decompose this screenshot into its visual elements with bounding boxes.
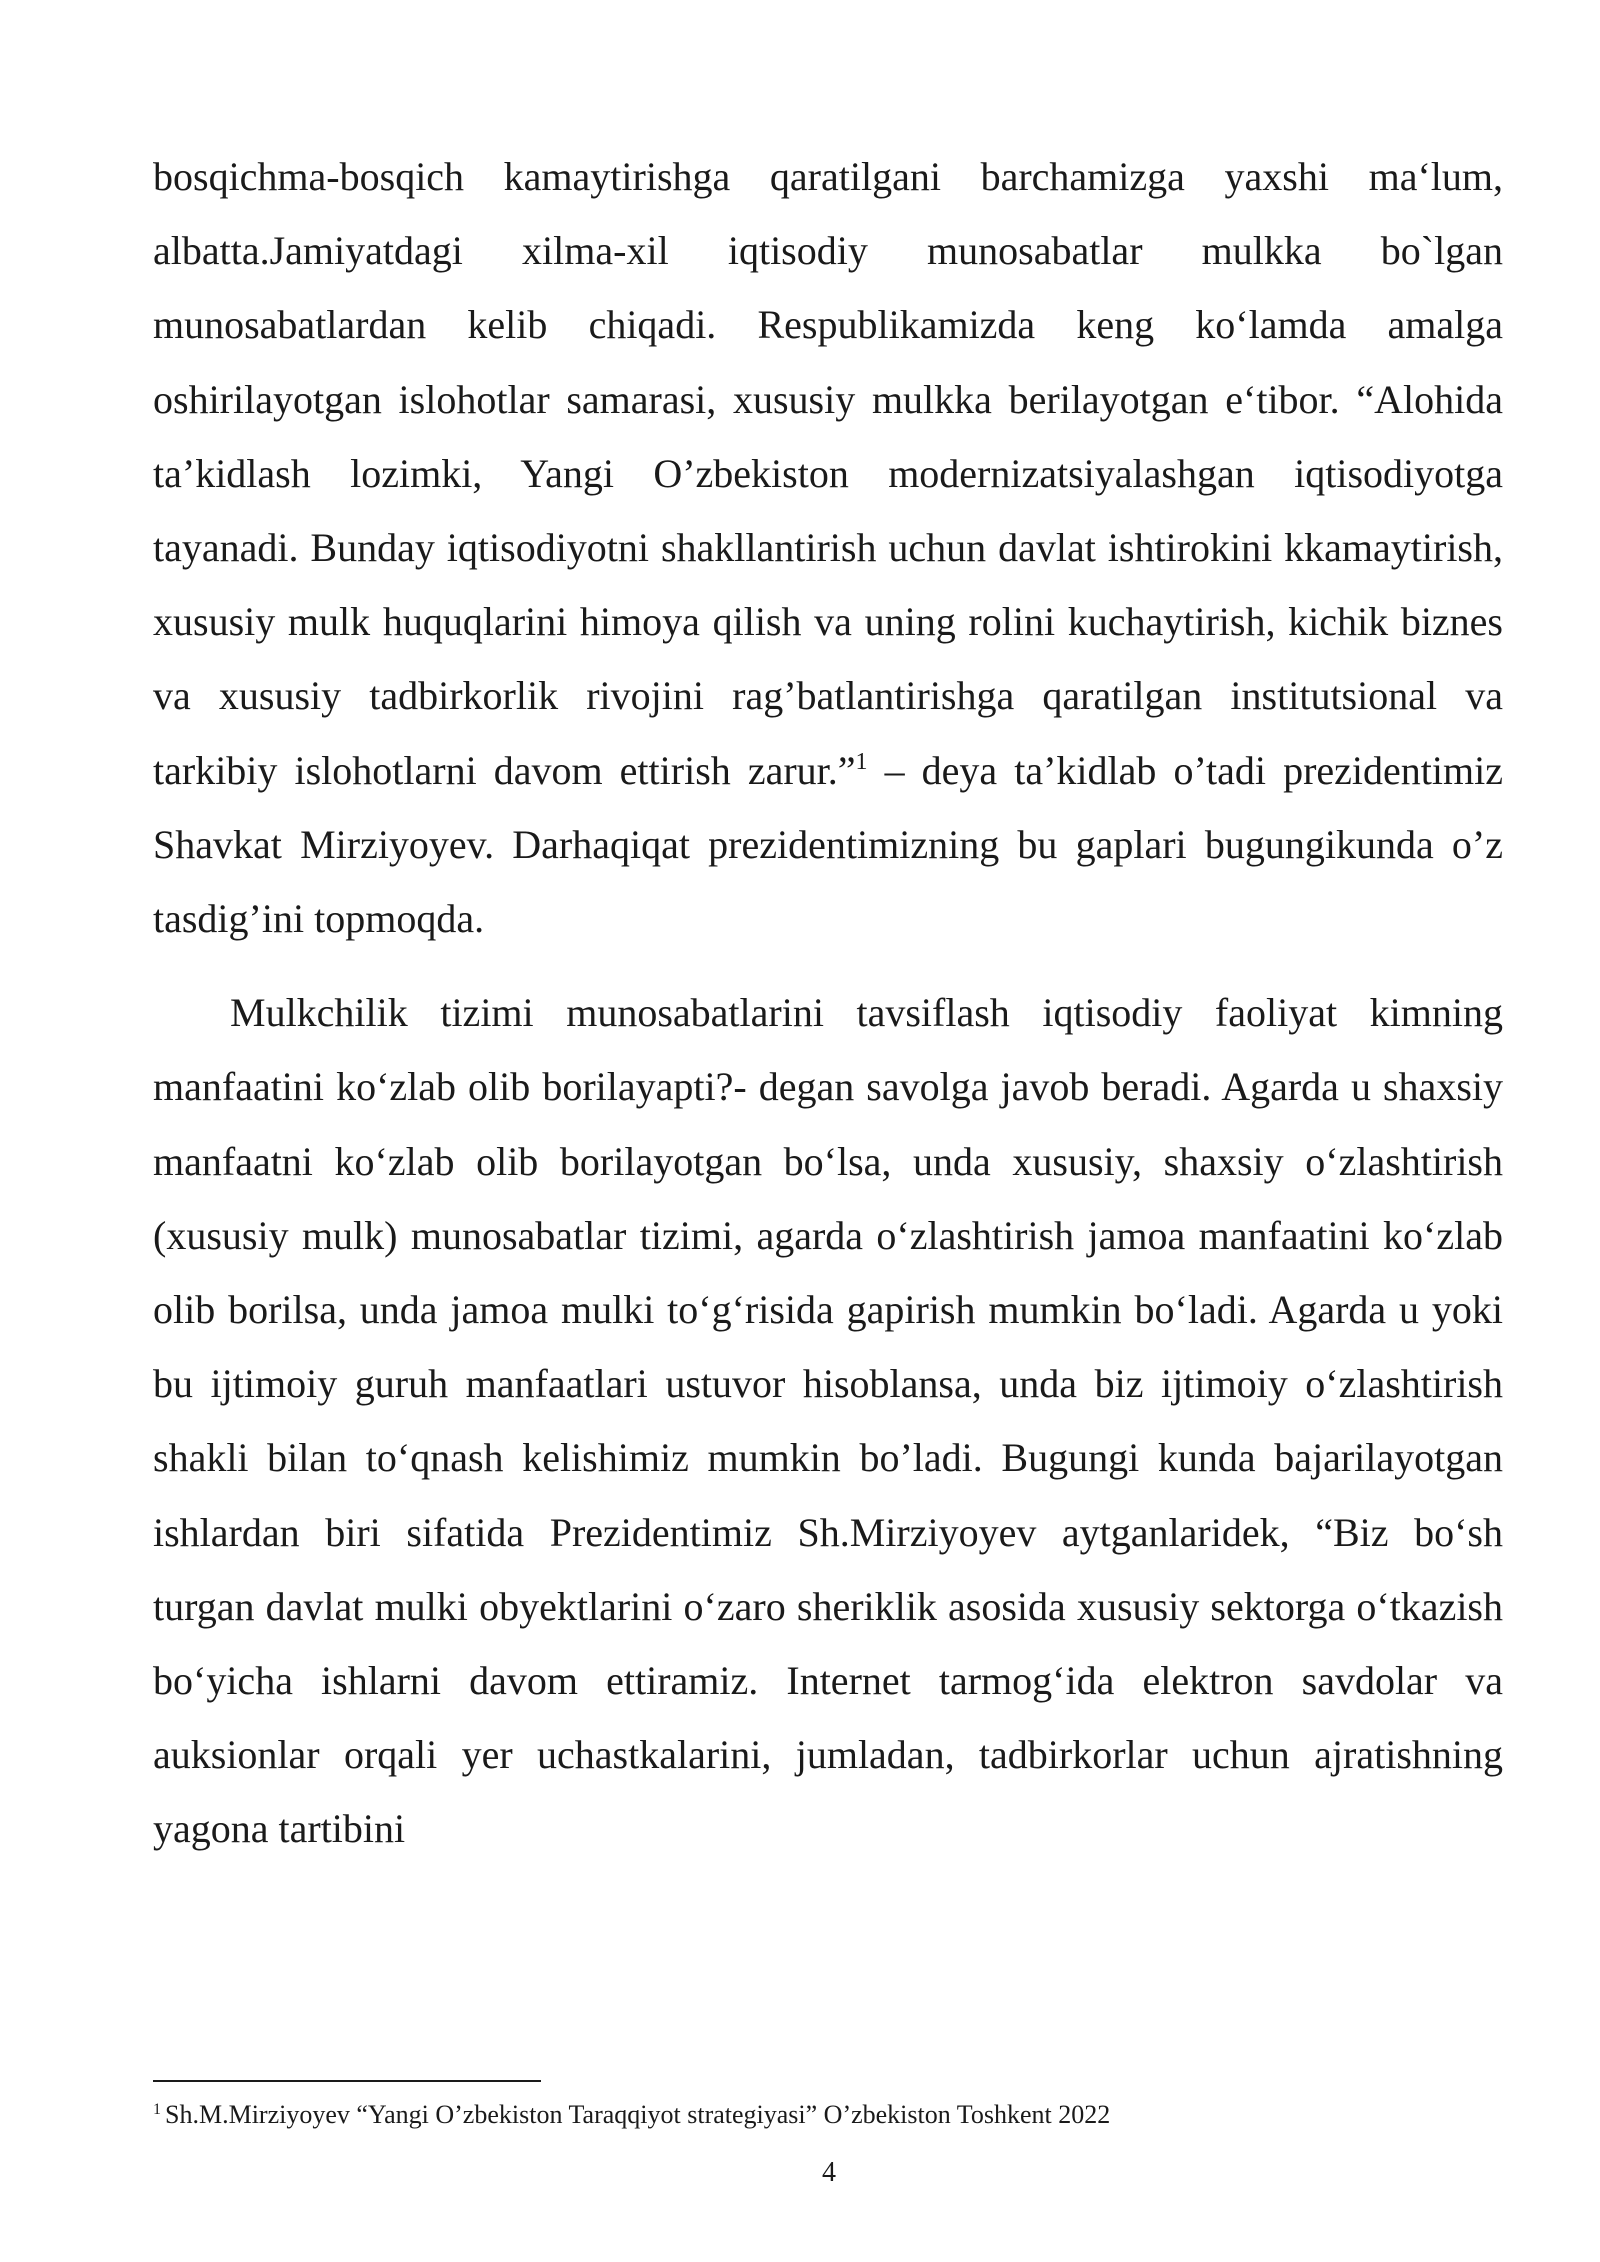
page-number: 4 <box>822 2157 836 2188</box>
paragraph-1-text: bosqichma-bosqich kamaytirishga qaratilgani barchamizga yaxshi ma‘lum, albatta.Jamiyatdagi xilma-xil iqtisodiy munosabatlar mulkka bo`lgan munosabatlardan kelib chiqadi. Respublikamizda keng ko‘lamda amalga oshirilayotgan islohotlar samarasi, xususiy mulkka berilayotgan e‘tibor. “Alohida ta’kidlash lozimki, Yangi O’zbekiston modernizatsiyalashgan iqtisodiyotga tayanadi. Bunday iqtisodiyotni shakllantirish uchun davlat ishtirokini kkamaytirish, xususiy mulk huquqlarini himoya qilish va uning rolini kuchaytirish, kichik biznes va xususiy tadbirkorlik rivojini rag’batlantirishga qaratilgan institutsional va tarkibiy islohotlarni davom ettirish zarur.” <box>153 154 1503 793</box>
footnote <box>153 2098 1503 2132</box>
body-text <box>153 140 1503 1867</box>
paragraph-2: Mulkchilik tizimi munosabatlarini tavsiflash iqtisodiy faoliyat kimning manfaatini ko‘zlab olib borilayapti?- degan savolga javob beradi. Agarda u shaxsiy manfaatni ko‘zlab olib borilayotgan bo‘lsa, unda xususiy, shaxsiy o‘zlashtirish (xususiy mulk) munosabatlar tizimi, agarda o‘zlashtirish jamoa manfaatini ko‘zlab olib borilsa, unda jamoa mulki to‘g‘risida gapirish mumkin bo‘ladi. Agarda u yoki bu ijtimoiy guruh manfaatlari ustuvor hisoblansa, unda biz ijtimoiy o‘zlashtirish shakli bilan to‘qnash kelishimiz mumkin bo’ladi. Bugungi kunda bajarilayotgan ishlardan biri sifatida Prezidentimiz Sh.Mirziyoyev aytganlaridek, “Biz bo‘sh turgan davlat mulki obyektlarini o‘zaro sheriklik asosida xususiy sektorga o‘tkazish bo‘yicha ishlarni davom ettiramiz. Internet tarmog‘ida elektron savdolar va auksionlar orqali yer uchastkalarini, jumladan, tadbirkorlar uchun ajratishning yagona tartibini <box>153 990 1503 1852</box>
paragraph-1 <box>153 140 1503 956</box>
footnote-text: Sh.M.Mirziyoyev “Yangi O’zbekiston Taraqqiyot strategiyasi” O’zbekiston Toshkent 2022 <box>165 2100 1111 2129</box>
footnote-mark: 1 <box>153 2101 161 2118</box>
paragraph-1-continuation: – deya ta’kidlab o’tadi prezidentimiz Shavkat Mirziyoyev. Darhaqiqat prezidentimizning bu gaplari bugungikunda o’z tasdig’ini topmoqda. <box>153 747 1503 942</box>
footnote-separator <box>153 2080 541 2082</box>
footnote-reference[interactable]: 1 <box>855 748 868 775</box>
